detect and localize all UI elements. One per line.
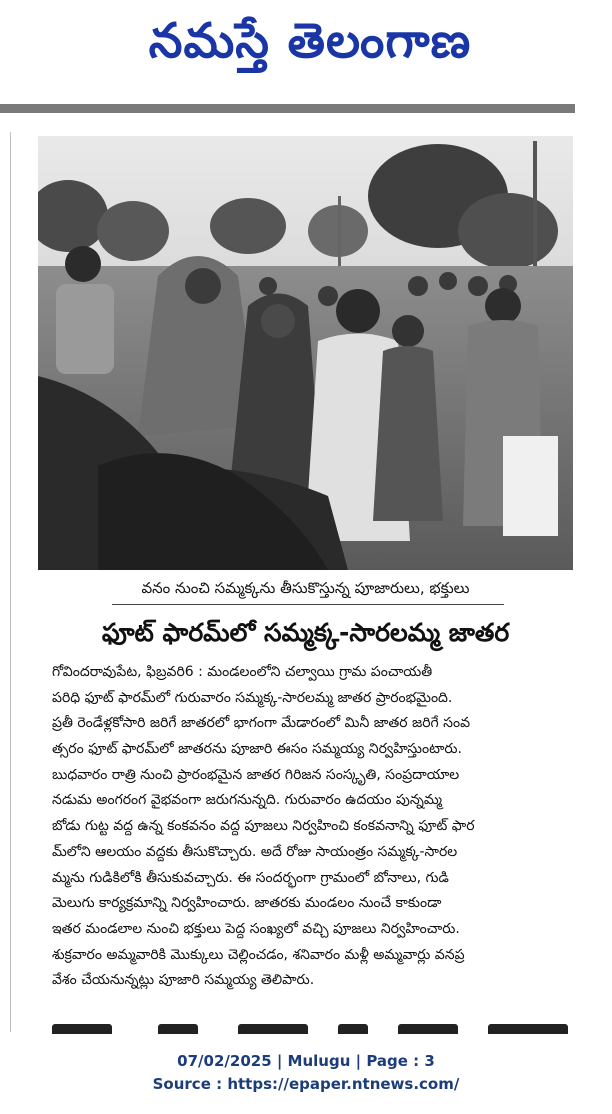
footer-source: Source : https://epaper.ntnews.com/ (152, 1075, 460, 1093)
news-photo (38, 136, 573, 570)
article-line: ఇతర మండలాల నుంచి భక్తులు పెద్ద సంఖ్యలో వచ్చి పూజలు నిర్వహించారు. (52, 920, 460, 937)
masthead (0, 0, 612, 100)
article-line: త్సరం ఫూట్ ఫారమ్‌లో జాతరను పూజారి ఈసం సమ్మయ్య నిర్వహిస్తుంటారు. (52, 741, 462, 758)
article-line: బోడు గుట్ట వద్ద ఉన్న కంకవనం వద్ద పూజలు నిర్వహించి కంకవనాన్ని ఫూట్ ఫార (52, 818, 475, 835)
article-line: పరిధి ఫూట్ ఫారమ్‌లో గురువారం సమ్మక్క-సారలమ్మ జాతర ప్రారంభమైంది. (52, 689, 453, 706)
article-line: ప్రతీ రెండేళ్లకోసారి జరిగే జాతరలో భాగంగా మేడారంలో మినీ జాతర జరిగే సంవ (52, 715, 471, 732)
article-line: మ్‌లోని ఆలయం వద్దకు తీసుకొచ్చారు. అదే రోజు సాయంత్రం సమ్మక్క-సారల (52, 843, 458, 860)
footer (0, 1050, 612, 1106)
caption-divider (112, 604, 504, 605)
masthead-divider (0, 104, 575, 113)
photo-caption: వనం నుంచి సమ్మక్కను తీసుకొస్తున్న పూజారులు, భక్తులు (141, 579, 470, 597)
masthead-logo: నమస్తే తెలంగాణ (148, 13, 472, 69)
footer-dateline: 07/02/2025 | Mulugu | Page : 3 (177, 1052, 435, 1070)
cropped-next-headline (38, 1020, 573, 1034)
article-line: మెలుగు కార్యక్రమాన్ని నిర్వహించారు. జాతరకు మండలం నుంచే కాకుండా (52, 895, 442, 912)
article-body (52, 660, 574, 994)
article-line: బుధవారం రాత్రి నుంచి ప్రారంభమైన జాతర గిరిజన సంస్కృతి, సంప్రదాయాల (52, 766, 460, 783)
article-line: శుక్రవారం అమ్మవారికి మొక్కులు చెల్లించడం, శనివారం మళ్లీ అమ్మవార్లు వనప్ర (52, 946, 465, 963)
article-headline: ఫూట్ ఫారమ్‌లో సమ్మక్క-సారలమ్మ జాతర (101, 618, 510, 647)
article-line: గోవిందరావుపేట, ఫిబ్రవరి6 : మండలంలోని చల్వాయి గ్రామ పంచాయతీ (52, 664, 433, 680)
article-line: నడుమ అంగరంగ వైభవంగా జరుగనున్నది. గురువారం ఉదయం పున్నమ్మ (52, 792, 442, 809)
article-line: మ్మను గుడికిలోకి తీసుకువచ్చారు. ఈ సందర్భంగా గ్రామంలో బోనాలు, గుడి (52, 869, 449, 886)
article-line: వేశం చేయనున్నట్లు పూజారి సమ్మయ్య తెలిపారు. (52, 972, 315, 989)
